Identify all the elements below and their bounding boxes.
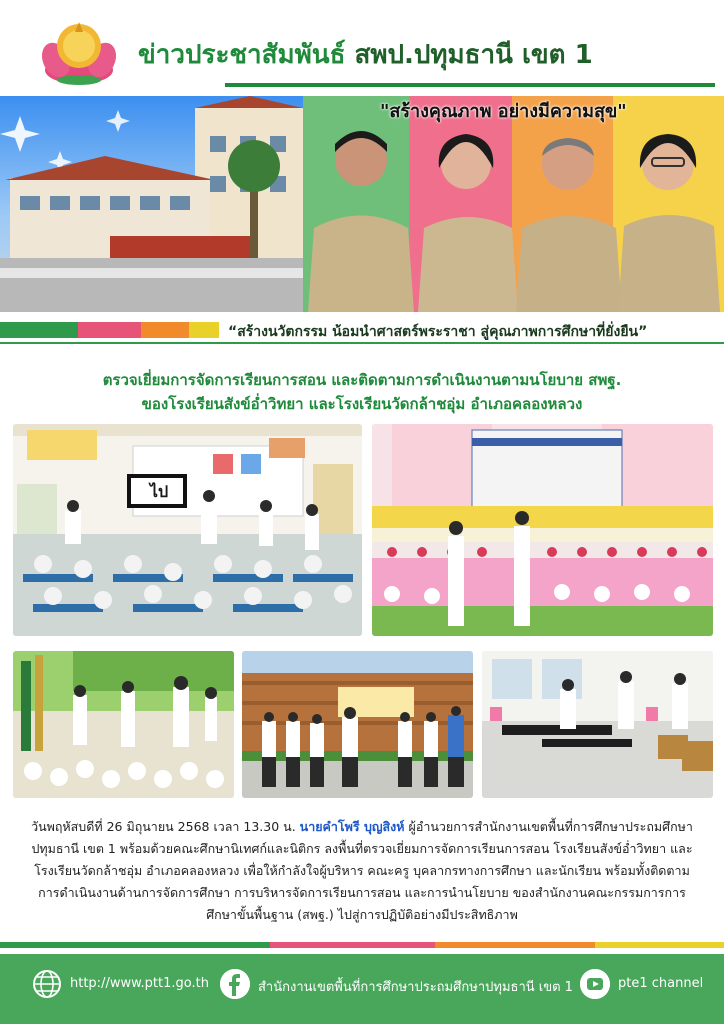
motto-divider [0,342,724,344]
footer-rule-yellow [595,942,724,948]
office-building-photo [0,96,303,312]
page-title [138,34,593,75]
executives-group [306,118,724,312]
facebook-icon [220,969,250,999]
headline-line2: ของโรงเรียนสังข์อ่ำวิทยา และโรงเรียนวัดกล้าชอุ่ม อำเภอคลองหลวง [141,395,583,413]
classroom-photo [13,424,362,636]
headline-line1: ตรวจเยี่ยมการจัดการเรียนการสอน และติดตามการดำเนินงานตามนโยบาย สพฐ. [102,371,622,389]
classroom-card-text: ไป [149,482,169,501]
footer-rule-green [0,942,270,948]
motto-bar-orange [141,322,189,338]
stage-photo [372,424,713,636]
website-link[interactable]: http://www.ptt1.go.th [70,976,209,991]
title-office: สพป.ปทุมธานี เขต 1 [354,40,593,70]
director-name: นายคำโพรี บุญสิงห์ [299,819,405,834]
body-date: วันพฤหัสบดีที่ 26 มิถุนายน 2568 เวลา 13.30 น. [31,819,296,834]
youtube-icon [580,969,610,999]
header-divider [225,83,715,87]
globe-icon [32,969,62,999]
facebook-page-link[interactable]: สำนักงานเขตพื้นที่การศึกษาประถมศึกษาปทุมธานี เขต 1 [258,980,573,995]
banner-slogan: "สร้างคุณภาพ อย่างมีความสุข" [380,101,627,122]
office-logo [42,12,116,88]
motto-bar-pink [78,322,141,338]
motto-bar-yellow [189,322,219,338]
footer-rule-pink [270,942,435,948]
motto-text: “สร้างนวัตกรรม น้อมนำศาสตร์พระราชา สู่คุณภาพการศึกษาที่ยั่งยืน” [228,324,648,340]
outdoor-assembly-photo [13,651,234,798]
footer-rule-orange [435,942,595,948]
motto-bar-green [0,322,78,338]
title-main: ข่าวประชาสัมพันธ์ [138,40,346,70]
news-body [24,816,700,926]
body-description: ผู้อำนวยการสำนักงานเขตพื้นที่การศึกษาประถมศึกษาปทุมธานี เขต 1 พร้อมด้วยคณะศึกษานิเทศก์และนิติกร ลงพื้นที่ตรวจเยี่ยมการจัดการเรียนการสอน โรงเรียนสังข์อ่ำวิทยา และโรงเรียนวัดกล้าชอุ่ม อำเภอคลองหลวง เพื่อให้กำลังใจผู้บริหาร คณะครู บุคลากรทางการศึกษา และนักเรียน พร้อมทั้งติดตามการดำเนินงานด้านการจัดการศึกษา การบริหารจัดการเรียนการสอน และการนำนโยบาย ของสำนักงานคณะกรรมการการศึกษาขั้นพื้นฐาน (สพฐ.) ไปสู่การปฏิบัติอย่างมีประสิทธิภาพ [31,819,693,922]
music-room-photo [482,651,713,798]
youtube-channel-link[interactable]: pte1 channel [618,976,704,991]
school-sign-group-photo [242,651,473,798]
